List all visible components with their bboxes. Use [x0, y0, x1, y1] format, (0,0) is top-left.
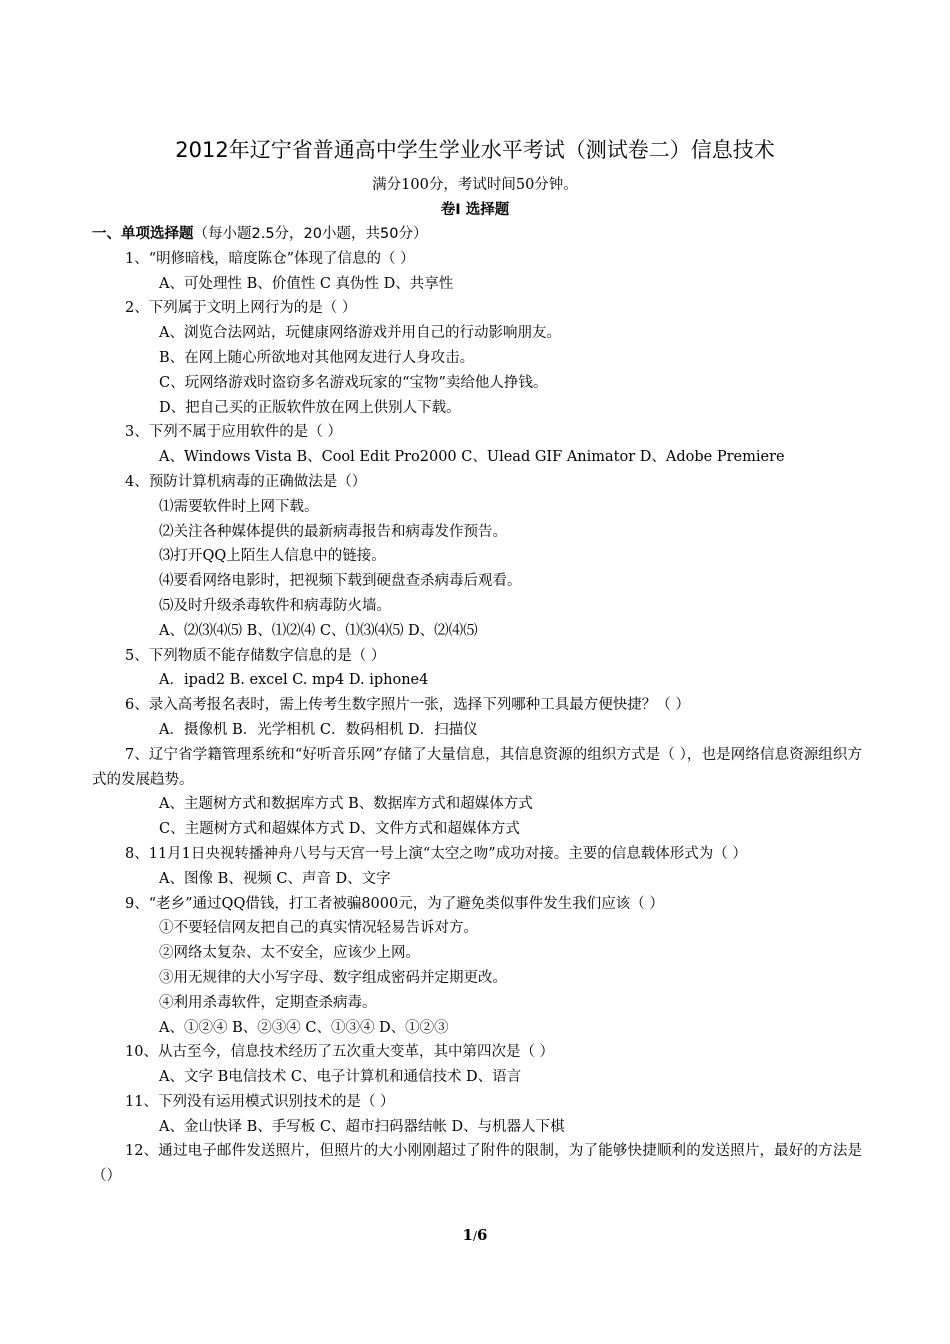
answer-option-line: ④利用杀毒软件，定期查杀病毒。 [159, 994, 377, 1011]
answer-option-line: A、①②④ B、②③④ C、①③④ D、①②③ [159, 1019, 449, 1036]
answer-option-line: ③用无规律的大小写字母、数字组成密码并定期更改。 [159, 969, 507, 986]
question-lines [92, 247, 862, 1189]
section-heading [92, 222, 862, 247]
page-current: 1 [462, 1226, 473, 1244]
question-text: 5、下列物质不能存储数字信息的是（ ） [125, 647, 386, 664]
page-separator: / [472, 1229, 478, 1243]
question-text: 11、下列没有运用模式识别技术的是（ ） [125, 1093, 395, 1110]
answer-option-line: ⑴需要软件时上网下载。 [159, 498, 319, 515]
question-text: 4、预防计算机病毒的正确做法是（） [125, 473, 367, 490]
answer-option-line: ②网络太复杂、太不安全，应该少上网。 [159, 945, 420, 962]
part-label: 卷Ⅰ 选择题 [440, 202, 510, 218]
question-text: 9、“老乡”通过QQ借钱，打工者被骗8000元，为了避免类似事件发生我们应该（ ） [125, 895, 664, 912]
answer-option-line: D、把自己买的正版软件放在网上供别人下载。 [159, 399, 461, 416]
answer-option-line: ⑵关注各种媒体提供的最新病毒报告和病毒发作预告。 [159, 523, 507, 540]
page-title: 2012年辽宁省普通高中学生学业水平考试（测试卷二）信息技术 [175, 138, 775, 162]
section-note: （每小题2.5分，20小题，共50分） [193, 226, 428, 242]
page-number [0, 1226, 950, 1244]
question-text: 7、辽宁省学籍管理系统和“好听音乐网”存储了大量信息，其信息资源的组织方式是（ ），也是网络信息资源组织方式的发展趋势。 [92, 746, 862, 788]
question-list [92, 222, 862, 1189]
answer-option-line: A、Windows Vista B、Cool Edit Pro2000 C、Ulead GIF Animator D、Adobe Premiere [159, 449, 785, 466]
answer-option-line: A．ipad2 B. excel C. mp4 D. iphone4 [159, 672, 429, 689]
question-text: 8、11月1日央视转播神舟八号与天宫一号上演“太空之吻”成功对接。主要的信息载体形式为（ ） [125, 845, 747, 862]
answer-option-line: A、⑵⑶⑷⑸ B、⑴⑵⑷ C、⑴⑶⑷⑸ D、⑵⑷⑸ [159, 622, 478, 639]
section-label: 一、单项选择题 [92, 226, 194, 242]
answer-option-line: A、浏览合法网站，玩健康网络游戏并用自己的行动影响朋友。 [159, 325, 561, 342]
answer-option-line: A、可处理性 B、价值性 C 真伪性 D、共享性 [159, 275, 454, 292]
question-text: 2、下列属于文明上网行为的是（ ） [125, 300, 357, 317]
answer-option-line: A．摄像机 B．光学相机 C．数码相机 D．扫描仪 [159, 721, 478, 738]
answer-option-line: C、玩网络游戏时盗窃多名游戏玩家的“宝物”卖给他人挣钱。 [159, 374, 548, 391]
question-text: 1、“明修暗栈，暗度陈仓”体现了信息的（ ） [125, 250, 415, 267]
question-text: 10、从古至今，信息技术经历了五次重大变革，其中第四次是（ ） [125, 1044, 555, 1061]
answer-option-line: ⑸及时升级杀毒软件和病毒防火墙。 [159, 597, 391, 614]
exam-info: 满分100分，考试时间50分钟。 [372, 177, 578, 193]
answer-option-line: ①不要轻信网友把自己的真实情况轻易告诉对方。 [159, 920, 478, 937]
question-text: 6、录入高考报名表时，需上传考生数字照片一张，选择下列哪种工具最方便快捷？（ ） [125, 697, 690, 714]
answer-option-line: B、在网上随心所欲地对其他网友进行人身攻击。 [159, 349, 475, 366]
answer-option-line: A、主题树方式和数据库方式 B、数据库方式和超媒体方式 [159, 796, 533, 813]
question-text: 12、通过电子邮件发送照片，但照片的大小刚刚超过了附件的限制，为了能够快捷顺利的发送照片，最好的方法是（） [92, 1143, 862, 1185]
answer-option-line: A、金山快译 B、手写板 C、超市扫码器结帐 D、与机器人下棋 [159, 1118, 565, 1135]
answer-option-line: ⑷要看网络电影时，把视频下载到硬盘查杀病毒后观看。 [159, 573, 522, 590]
answer-option-line: C、主题树方式和超媒体方式 D、文件方式和超媒体方式 [159, 821, 520, 838]
answer-option-line: ⑶打开QQ上陌生人信息中的链接。 [159, 548, 386, 565]
page-total: 6 [477, 1226, 488, 1244]
answer-option-line: A、图像 B、视频 C、声音 D、文字 [159, 870, 391, 887]
question-text: 3、下列不属于应用软件的是（ ） [125, 424, 342, 441]
answer-option-line: A、文字 B电信技术 C、电子计算机和通信技术 D、语言 [159, 1069, 522, 1086]
